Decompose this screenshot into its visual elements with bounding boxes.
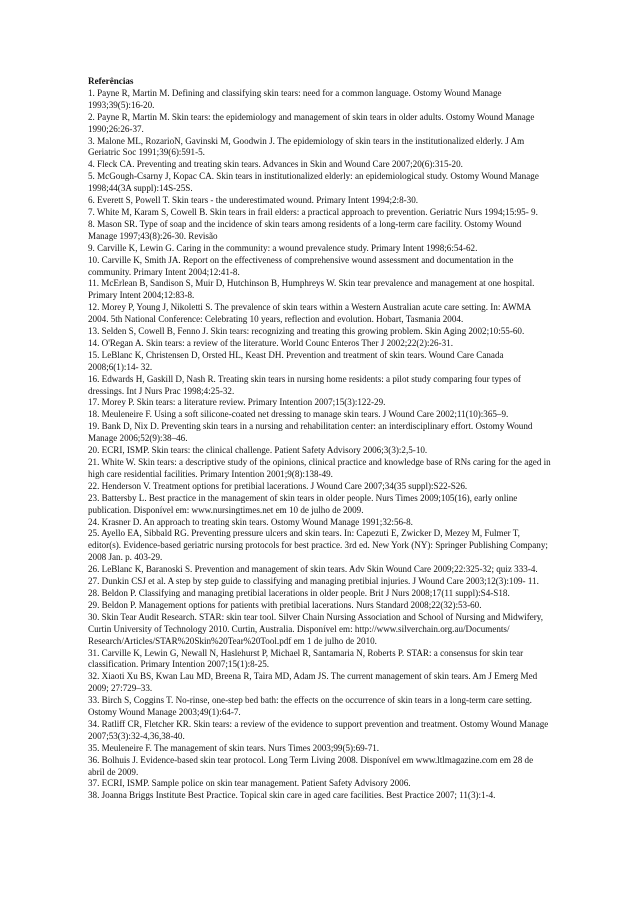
reference-item: 15. LeBlanc K, Christensen D, Orsted HL, Keast DH. Prevention and treatment of skin tears. Wound Care Canada 2008;6(1):14- 32. <box>88 349 504 372</box>
reference-item: 14. O'Regan A. Skin tears: a review of the literature. World Counc Enteros Ther J 2002;22(2):26-31. <box>88 337 453 348</box>
reference-item: 5. McGough-Csarny J, Kopac CA. Skin tears in institutionalized elderly: an epidemiological study. Ostomy Wound Manage 1998;44(3A suppl):14S-25S. <box>88 171 539 194</box>
reference-item: 33. Birch S, Coggins T. No-rinse, one-step bed bath: the effects on the occurrence of skin tears in a long-term care setting. Ostomy Wound Manage 2003;49(1):64-7. <box>88 695 532 718</box>
reference-item: 8. Mason SR. Type of soap and the incidence of skin tears among residents of a long-term care facility. Ostomy Wound Manage 1997;43(8):26-30. Revisão <box>88 218 522 241</box>
reference-item: 4. Fleck CA. Preventing and treating skin tears. Advances in Skin and Wound Care 2007;20(6):315-20. <box>88 159 463 170</box>
reference-item: 7. White M, Karam S, Cowell B. Skin tears in frail elders: a practical approach to prevention. Geriatric Nurs 1994;15:95- 9. <box>88 206 538 217</box>
reference-item: 30. Skin Tear Audit Research. STAR: skin tear tool. Silver Chain Nursing Association and School of Nursing and Midwifery, Curtin University of Technology 2010. Curtin, Australia. Disponível em: http://www.silverchain.org.au/Documents/ Research/Articles/STAR%20Skin%20Tear%20Tool.pdf em 1 de julho de 2010. <box>88 611 544 646</box>
reference-item: 29. Beldon P. Management options for patients with pretibial lacerations. Nurs Standard 2008;22(32):53-60. <box>88 599 482 610</box>
reference-item: 17. Morey P. Skin tears: a literature review. Primary Intention 2007;15(3):122-29. <box>88 397 386 408</box>
reference-item: 22. Henderson V. Treatment options for pretibial lacerations. J Wound Care 2007;34(35 suppl):S22-S26. <box>88 480 468 491</box>
reference-item: 18. Meuleneire F. Using a soft silicone-coated net dressing to manage skin tears. J Wound Care 2002;11(10):365–9. <box>88 409 509 420</box>
reference-item: 16. Edwards H, Gaskill D, Nash R. Treating skin tears in nursing home residents: a pilot study comparing four types of dressings. Int J Nurs Prac 1998;4:25-32. <box>88 373 521 396</box>
reference-item: 11. McErlean B, Sandison S, Muir D, Hutchinson B, Humphreys W. Skin tear prevalence and management at one hospital. Primary Intent 2004;12:83-8. <box>88 278 535 301</box>
reference-item: 38. Joanna Briggs Institute Best Practice. Topical skin care in aged care facilities. Best Practice 2007; 11(3):1-4. <box>88 790 496 801</box>
reference-item: 34. Ratliff CR, Fletcher KR. Skin tears: a review of the evidence to support prevention and treatment. Ostomy Wound Manage 2007;53(3):32-4,36,38-40. <box>88 718 549 741</box>
reference-item: 20. ECRI, ISMP. Skin tears: the clinical challenge. Patient Safety Advisory 2006;3(3):2,5-10. <box>88 445 428 456</box>
reference-item: 19. Bank D, Nix D. Preventing skin tears in a nursing and rehabilitation center: an interdisciplinary effort. Ostomy Wound Manage 2006;52(9):38–46. <box>88 421 533 444</box>
reference-item: 24. Krasner D. An approach to treating skin tears. Ostomy Wound Manage 1991;32:56-8. <box>88 516 413 527</box>
reference-list <box>88 88 551 802</box>
reference-item: 26. LeBlanc K, Baranoski S. Prevention and management of skin tears. Adv Skin Wound Care 2009;22:325-32; quiz 333-4. <box>88 564 538 575</box>
reference-item: 2. Payne R, Martin M. Skin tears: the epidemiology and management of skin tears in older adults. Ostomy Wound Manage 1990;26:26-37. <box>88 111 535 134</box>
reference-item: 3. Malone ML, RozarioN, Gavinski M, Goodwin J. The epidemiology of skin tears in the institutionalized elderly. J Am Geriatric Soc 1991;39(6):591-5. <box>88 135 525 158</box>
reference-item: 21. White W. Skin tears: a descriptive study of the opinions, clinical practice and knowledge base of RNs caring for the aged in high care residential facilities. Primary Intention 2001;9(8):138-49. <box>88 457 551 479</box>
reference-item: 1. Payne R, Martin M. Defining and classifying skin tears: need for a common language. Ostomy Wound Manage 1993;39(5):16-20. <box>88 87 502 110</box>
reference-item: 9. Carville K, Lewin G. Caring in the community: a wound prevalence study. Primary Intent 1998;6:54-62. <box>88 242 478 253</box>
reference-item: 37. ECRI, ISMP. Sample police on skin tear management. Patient Safety Advisory 2006. <box>88 778 411 789</box>
reference-item: 12. Morey P, Young J, Nikoletti S. The prevalence of skin tears within a Western Australian acute care setting. In: AWMA 2004. 5th National Conference: Celebrating 10 years, reflection and evolution. Hobart, Tasmania 2004. <box>88 302 531 325</box>
reference-item: 32. Xiaoti Xu BS, Kwan Lau MD, Breena R, Taira MD, Adam JS. The current management of skin tears. Am J Emerg Med 2009; 27:729–33. <box>88 671 538 694</box>
reference-item: 35. Meuleneire F. The management of skin tears. Nurs Times 2003;99(5):69-71. <box>88 742 380 753</box>
reference-item: 25. Ayello EA, Sibbald RG. Preventing pressure ulcers and skin tears. In: Capezuti E, Zwicker D, Mezey M, Fulmer T, editor(s). Evidence-based geriatric nursing protocols for best practice. 3rd ed. New York (NY): Springer Publishing Company; 2008 Jan. p. 403-29. <box>88 528 548 563</box>
document-page <box>88 76 551 802</box>
reference-item: 13. Selden S, Cowell B, Fenno J. Skin tears: recognizing and treating this growing problem. Skin Aging 2002;10:55-60. <box>88 326 525 337</box>
reference-item: 27. Dunkin CSJ et al. A step by step guide to classifying and managing pretibial injuries. J Wound Care 2003;12(3):109- 11. <box>88 576 539 587</box>
reference-item: 28. Beldon P. Classifying and managing pretibial lacerations in older people. Brit J Nurs 2008;17(11 suppl):S4-S18. <box>88 587 510 598</box>
reference-item: 6. Everett S, Powell T. Skin tears - the underestimated wound. Primary Intent 1994;2:8-30. <box>88 195 419 206</box>
reference-item: 36. Bolhuis J. Evidence-based skin tear protocol. Long Term Living 2008. Disponível em www.ltlmagazine.com em 28 de abril de 2009. <box>88 754 534 777</box>
references-heading: Referências <box>88 76 134 86</box>
reference-item: 23. Battersby L. Best practice in the management of skin tears in older people. Nurs Times 2009;105(16), early online publication. Disponível em: www.nursingtimes.net em 10 de julho de 2009. <box>88 492 518 515</box>
reference-item: 10. Carville K, Smith JA. Report on the effectiveness of comprehensive wound assessment and documentation in the community. Primary Intent 2004;12:41-8. <box>88 254 514 277</box>
reference-item: 31. Carville K, Lewin G, Newall N, Haslehurst P, Michael R, Santamaria N, Roberts P. STAR: a consensus for skin tear classification. Primary Intention 2007;15(1):8-25. <box>88 647 524 670</box>
